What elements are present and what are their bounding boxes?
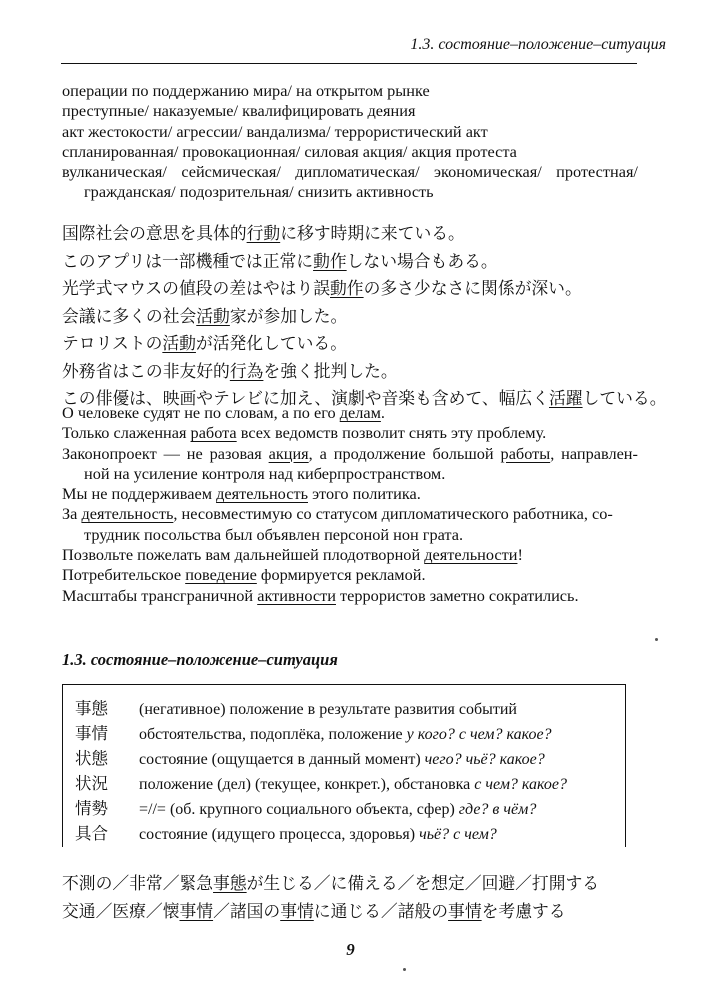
jp-collocation: 不測の／非常／緊急事態が生じる／に備える／を想定／回避／打開する — [62, 873, 600, 893]
japanese-examples — [62, 220, 667, 413]
vocab-line: гражданская/ подозрительная/ снизить активность — [84, 182, 434, 202]
vocab-word: протестная/ — [556, 162, 638, 182]
section-title: 1.3. состояние–положение–ситуация — [62, 650, 338, 669]
ru-example: Законопроект — не разовая акция, а продолжение большой работы, направлен- — [62, 443, 638, 463]
vocab-word: дипломатическая/ — [295, 162, 420, 182]
ru-example-continuation: трудник посольства был объявлен персоной нон грата. — [84, 524, 464, 544]
running-header: 1.3. состояние–положение–ситуация — [410, 36, 666, 53]
keyword: 事情 — [448, 900, 482, 921]
keyword: 事情 — [280, 900, 314, 921]
vocab-word: вулканическая/ — [62, 162, 167, 182]
jp-example: テロリストの活動が活発化している。 — [62, 333, 347, 353]
vocab-line — [62, 162, 638, 182]
keyword: работа — [190, 423, 237, 443]
ru-example-continuation: ной на усиление контроля над киберпространством. — [84, 463, 446, 483]
definition-row — [75, 745, 545, 769]
vocab-line: операции по поддержанию мира/ на открытом рынке — [62, 81, 430, 100]
definition-row — [75, 795, 536, 819]
keyword: деятельности — [424, 545, 518, 565]
definition-text: =//= (об. крупного социального объекта, сфер) где? в чём? — [139, 801, 537, 818]
jp-example: 光学式マウスの値段の差はやはり誤動作の多さ少なさに関係が深い。 — [62, 278, 582, 298]
definition-text: обстоятельства, подоплёка, положение у кого? с чем? какое? — [139, 726, 552, 743]
keyword: 事情 — [179, 900, 214, 921]
scan-speck — [655, 638, 658, 641]
definition-term: 事情 — [75, 724, 108, 743]
keyword: 事態 — [213, 873, 247, 893]
jp-example: 外務省はこの非友好的行為を強く批判した。 — [62, 360, 398, 381]
definition-term: 状態 — [75, 749, 108, 768]
definition-term: 具合 — [75, 824, 108, 843]
ru-example: Только слаженная работа всех ведомств позволит снять эту проблему. — [62, 423, 547, 443]
jp-example: この俳優は、映画やテレビに加え、演劇や音楽も含めて、幅広く活躍している。 — [62, 388, 667, 408]
header-rule — [61, 63, 637, 64]
keyword: 動作 — [330, 278, 364, 298]
keyword: работы — [500, 443, 551, 463]
vocab-word: экономическая/ — [434, 162, 542, 182]
definition-text: положение (дел) (текущее, конкрет.), обстановка с чем? какое? — [139, 776, 567, 793]
definition-row — [75, 770, 567, 794]
keyword: 活躍 — [549, 388, 583, 408]
ru-example: О человеке судят не по словам, а по его делам. — [62, 403, 385, 422]
definition-row — [75, 820, 497, 844]
definition-row — [75, 720, 552, 744]
keyword: 動作 — [313, 250, 347, 271]
keyword: акция — [268, 443, 309, 463]
russian-examples — [62, 403, 638, 606]
definition-text: состояние (ощущается в данный момент) чего? чьё? какое? — [139, 751, 545, 768]
keyword: деятельность — [81, 504, 174, 524]
scan-speck — [403, 968, 406, 971]
definition-row — [75, 695, 517, 719]
jp-example: 会議に多くの社会活動家が参加した。 — [62, 305, 348, 326]
ru-example: Мы не поддерживаем деятельность этого политика. — [62, 484, 421, 504]
ru-example: Потребительское поведение формируется рекламой. — [62, 565, 426, 585]
definition-text: состояние (идущего процесса, здоровья) чьё? с чем? — [139, 826, 497, 843]
page-number: 9 — [346, 940, 355, 959]
jp-example: 国際社会の意思を具体的行動に移す時期に来ている。 — [62, 223, 465, 243]
keyword: 行動 — [246, 223, 281, 243]
keyword: делам — [339, 403, 381, 422]
vocab-line: акт жестокости/ агрессии/ вандализма/ террористический акт — [62, 121, 488, 141]
vocab-line: преступные/ наказуемые/ квалифицировать деяния — [62, 101, 416, 121]
keyword: деятельность — [216, 484, 308, 504]
ru-example: За деятельность, несовместимую со статусом дипломатического работника, со- — [62, 504, 613, 524]
keyword: 活動 — [162, 333, 196, 353]
definition-term: 情勢 — [75, 799, 108, 818]
vocab-word: сейсмическая/ — [181, 162, 281, 182]
definition-text: (негативное) положение в результате развития событий — [139, 701, 517, 718]
jp-example: このアプリは一部機種では正常に動作しない場合もある。 — [62, 250, 498, 271]
jp-collocation: 交通／医療／懐事情／諸国の事情に通じる／諸般の事情を考慮する — [62, 900, 566, 921]
definition-term: 事態 — [75, 699, 108, 718]
keyword: 行為 — [229, 360, 264, 381]
keyword: 活動 — [196, 305, 230, 326]
ru-example: Масштабы трансграничной активности террористов заметно сократились. — [62, 585, 579, 605]
keyword: поведение — [185, 565, 257, 585]
ru-example: Позвольте пожелать вам дальнейшей плодотворной деятельности! — [62, 545, 523, 565]
japanese-collocations — [62, 870, 638, 925]
definitions-box — [62, 684, 626, 847]
vocabulary-list — [62, 81, 638, 203]
definition-term: 状況 — [75, 774, 108, 793]
vocab-line: спланированная/ провокационная/ силовая акция/ акция протеста — [62, 141, 517, 161]
keyword: активности — [257, 585, 336, 605]
